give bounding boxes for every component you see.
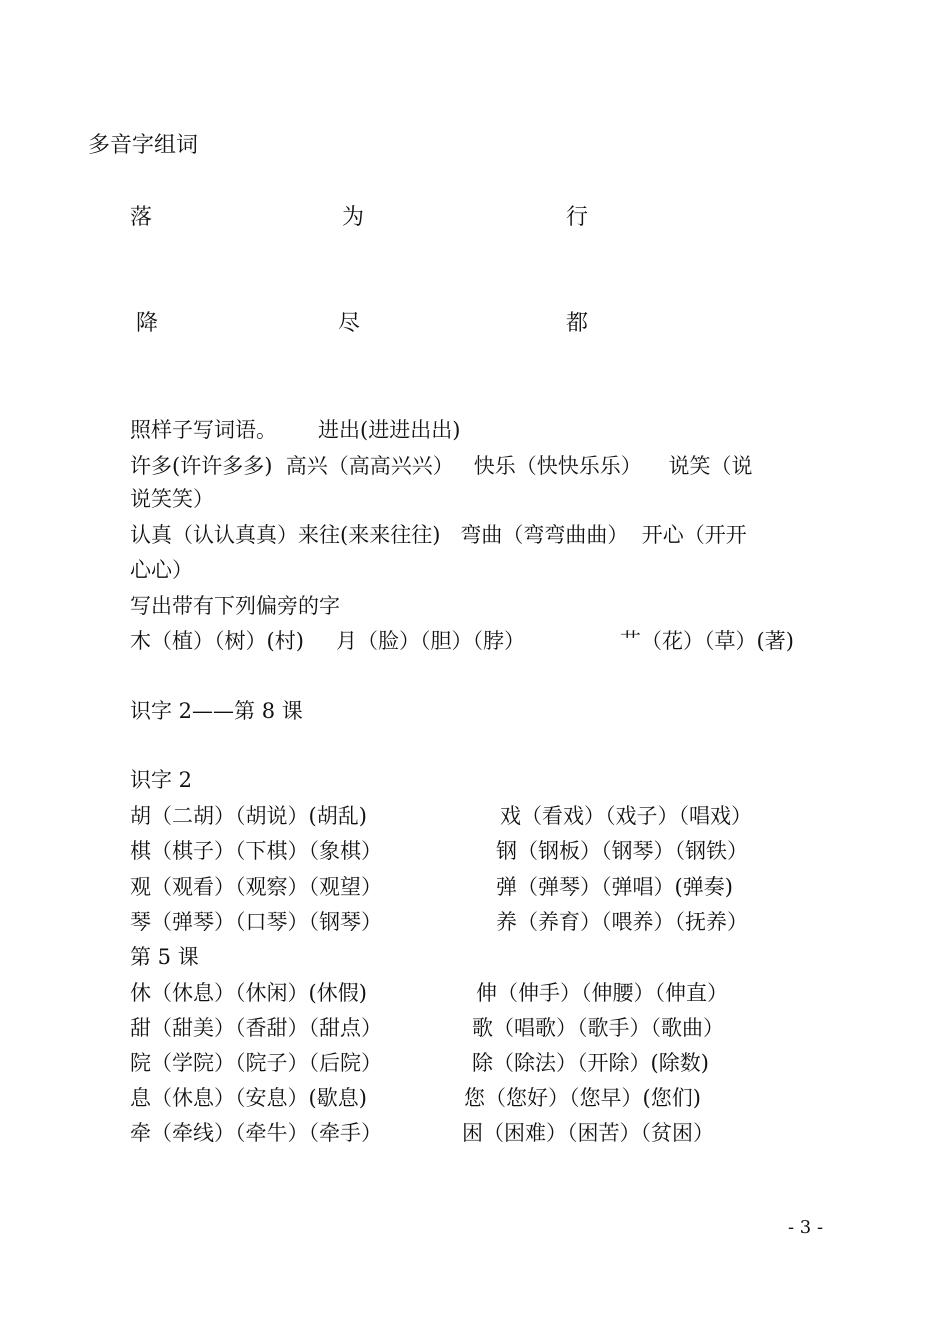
example-instruction: 照样子写词语。 (130, 418, 277, 442)
section2-title: 第 5 课 (130, 945, 199, 969)
list-item: 除（除法）（开除）(除数) (472, 1051, 709, 1075)
example-line-1: 许多(许许多多) 高兴（高高兴兴） 快乐（快快乐乐） 说笑（说 (130, 454, 753, 478)
list-item: 您（您好）（您早）(您们) (464, 1086, 701, 1110)
list-item: 琴（弹琴）（口琴）（钢琴） (130, 910, 382, 934)
list-item: 伸（伸手）（伸腰）（伸直） (476, 981, 728, 1005)
polyphone-xing: 行 (566, 205, 589, 230)
list-item: 困（困难）（困苦）（贫困） (462, 1121, 714, 1145)
section1-title: 识字 2 (130, 768, 193, 792)
list-item: 钢（钢板）（钢琴）（钢铁） (496, 839, 748, 863)
list-item: 棋（棋子）（下棋）（象棋） (130, 839, 382, 863)
example-line-1-cont: 说笑笑） (130, 487, 214, 511)
polyphone-jin: 尽 (338, 311, 361, 336)
list-item: 弹（弹琴）（弹唱）(弹奏) (496, 875, 733, 899)
lesson-title: 识字 2——第 8 课 (130, 699, 303, 723)
list-item: 胡（二胡）（胡说）(胡乱) (130, 804, 367, 828)
radical-yue: 月（脸）（胆）（脖） (336, 629, 525, 653)
polyphone-luo: 落 (130, 205, 153, 230)
list-item: 甜（甜美）（香甜）（甜点） (130, 1016, 382, 1040)
list-item: 牵（牵线）（牵牛）（牵手） (130, 1121, 382, 1145)
list-item: 息（休息）（安息）(歇息) (130, 1086, 367, 1110)
example-sample: 进出(进进出出) (318, 418, 461, 442)
page-number: - 3 - (788, 1217, 824, 1238)
list-item: 养（养育）（喂养）（抚养） (496, 910, 748, 934)
polyphone-wei: 为 (342, 205, 365, 230)
list-item: 院（学院）（院子）（后院） (130, 1051, 382, 1075)
polyphone-jiang: 降 (136, 311, 159, 336)
list-item: 歌（唱歌）（歌手）（歌曲） (472, 1016, 724, 1040)
example-line-2-cont: 心心） (130, 558, 193, 582)
list-item: 休（休息）（休闲）(休假) (130, 981, 367, 1005)
radical-mu: 木（植）（树）(村) (130, 629, 304, 653)
example-line-2: 认真（认认真真）来往(来来往往) 弯曲（弯弯曲曲） 开心（开开 (130, 523, 747, 547)
list-item: 戏（看戏）（戏子）（唱戏） (500, 804, 752, 828)
heading: 多音字组词 (88, 133, 199, 158)
list-item: 观（观看）（观察）（观望） (130, 875, 382, 899)
radicals-instruction: 写出带有下列偏旁的字 (130, 594, 340, 618)
radical-cao: 艹（花）（草）(著) (620, 629, 794, 653)
polyphone-dou: 都 (566, 311, 589, 336)
